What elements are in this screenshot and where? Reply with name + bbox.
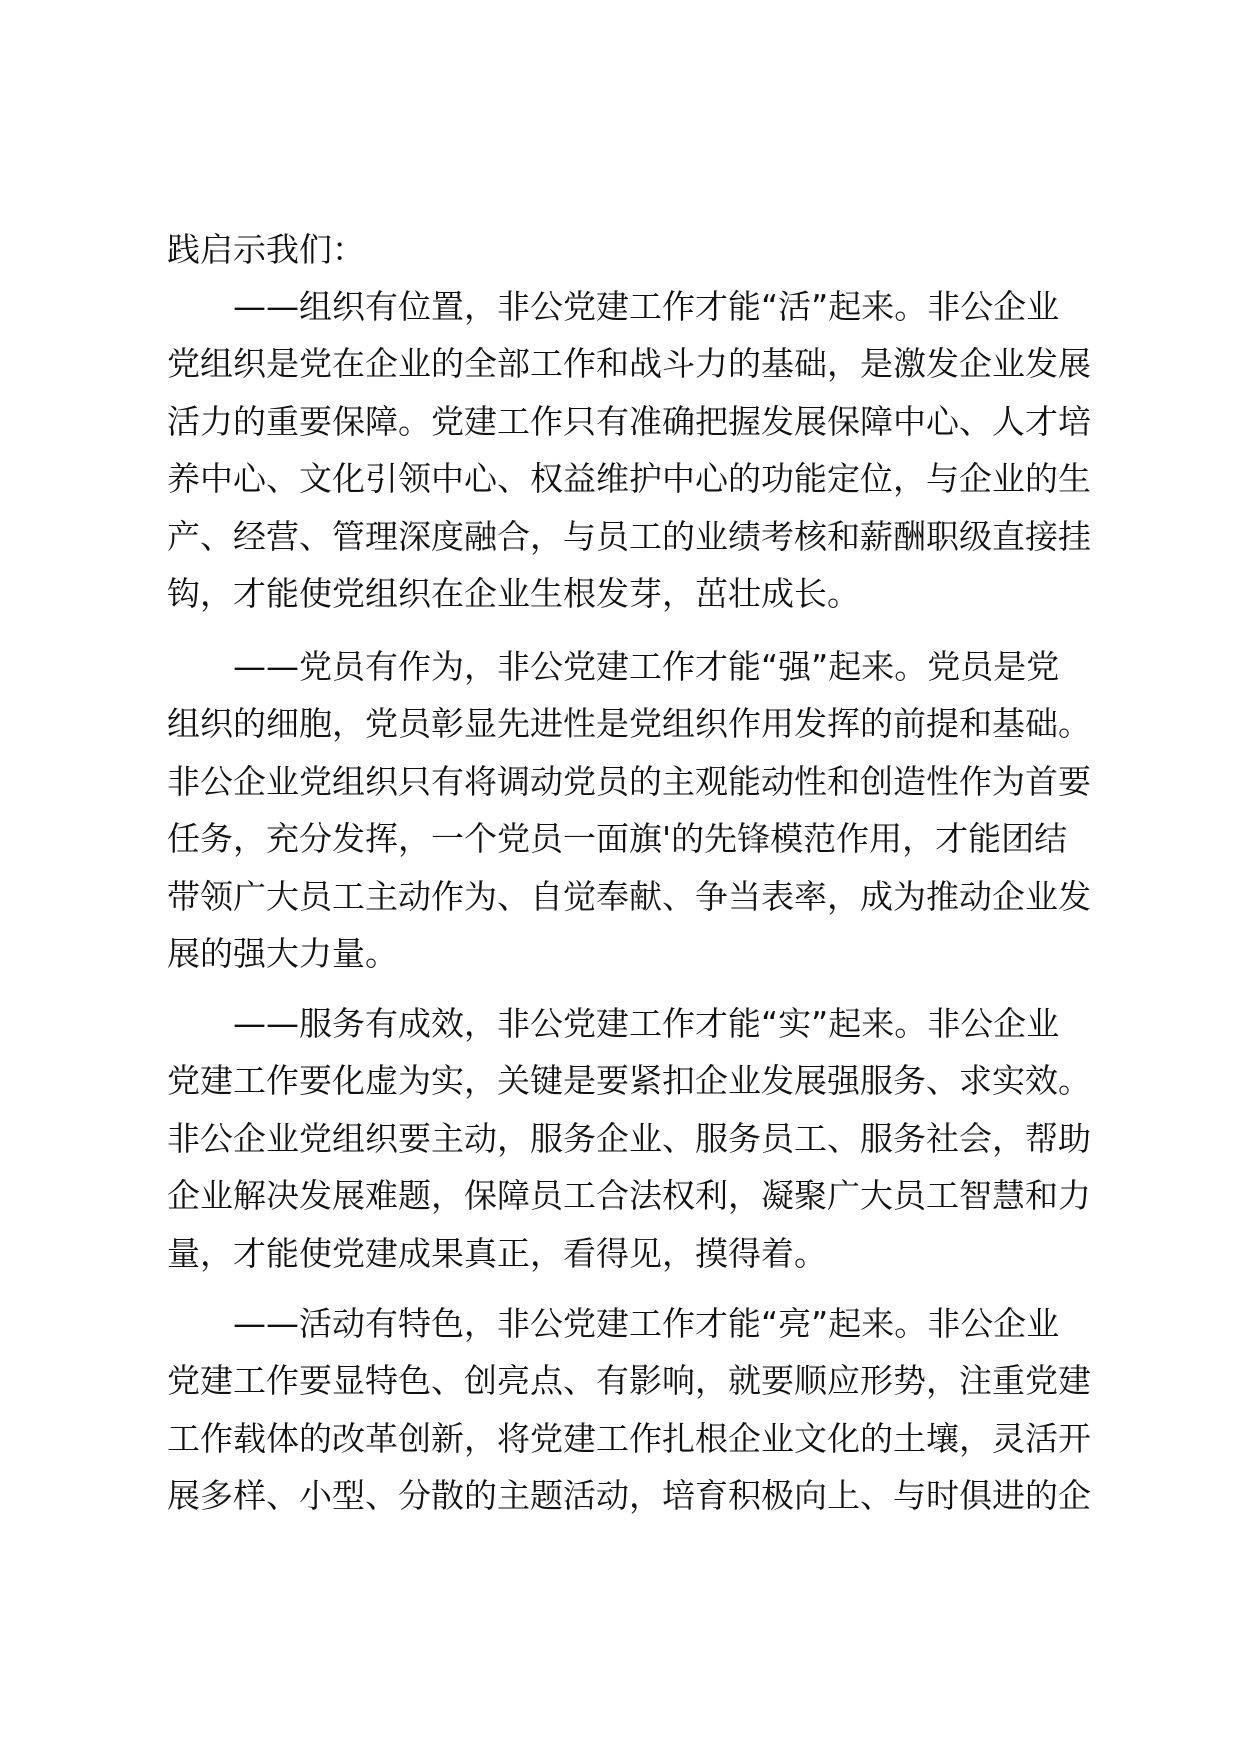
- paragraph-2-line-4: 任务，充分发挥，一个党员一面旗'的先锋模范作用，才能团结: [167, 819, 1068, 858]
- paragraph-4-line-1: ——活动有特色，非公党建工作才能“亮”起来。非公企业: [233, 1304, 1060, 1343]
- paragraph-3-line-2: 党建工作要化虚为实，关键是要紧扣企业发展强服务、求实效。: [167, 1061, 1091, 1100]
- paragraph-4-line-4: 展多样、小型、分散的主题活动，培育积极向上、与时俱进的企: [167, 1476, 1091, 1515]
- text-line-1: 践启示我们：: [167, 230, 365, 269]
- paragraph-4-line-2: 党建工作要显特色、创亮点、有影响，就要顺应形势，注重党建: [167, 1361, 1091, 1400]
- paragraph-1-line-5: 产、经营、管理深度融合，与员工的业绩考核和薪酬职级直接挂: [167, 517, 1091, 556]
- paragraph-1-line-6: 钩，才能使党组织在企业生根发芽，茁壮成长。: [167, 574, 860, 613]
- paragraph-3-line-5: 量，才能使党建成果真正，看得见，摸得着。: [167, 1234, 827, 1273]
- paragraph-2-line-6: 展的强大力量。: [167, 934, 398, 973]
- paragraph-1-line-4: 养中心、文化引领中心、权益维护中心的功能定位，与企业的生: [167, 459, 1091, 498]
- paragraph-3-line-1: ——服务有成效，非公党建工作才能“实”起来。非公企业: [233, 1004, 1060, 1043]
- paragraph-1-line-1: ——组织有位置，非公党建工作才能“活”起来。非公企业: [233, 287, 1060, 326]
- paragraph-1-line-2: 党组织是党在企业的全部工作和战斗力的基础，是激发企业发展: [167, 344, 1091, 383]
- paragraph-2-line-2: 组织的细胞，党员彰显先进性是党组织作用发挥的前提和基础。: [167, 704, 1091, 743]
- paragraph-2-line-5: 带领广大员工主动作为、自觉奉献、争当表率，成为推动企业发: [167, 877, 1091, 916]
- paragraph-4-line-3: 工作载体的改革创新，将党建工作扎根企业文化的土壤，灵活开: [167, 1419, 1091, 1458]
- paragraph-2-line-3: 非公企业党组织只有将调动党员的主观能动性和创造性作为首要: [167, 762, 1091, 801]
- paragraph-1-line-3: 活力的重要保障。党建工作只有准确把握发展保障中心、人才培: [167, 402, 1091, 441]
- paragraph-2-line-1: ——党员有作为，非公党建工作才能“强”起来。党员是党: [233, 647, 1060, 686]
- paragraph-3-line-4: 企业解决发展难题，保障员工合法权利，凝聚广大员工智慧和力: [167, 1176, 1091, 1215]
- paragraph-3-line-3: 非公企业党组织要主动，服务企业、服务员工、服务社会，帮助: [167, 1119, 1091, 1158]
